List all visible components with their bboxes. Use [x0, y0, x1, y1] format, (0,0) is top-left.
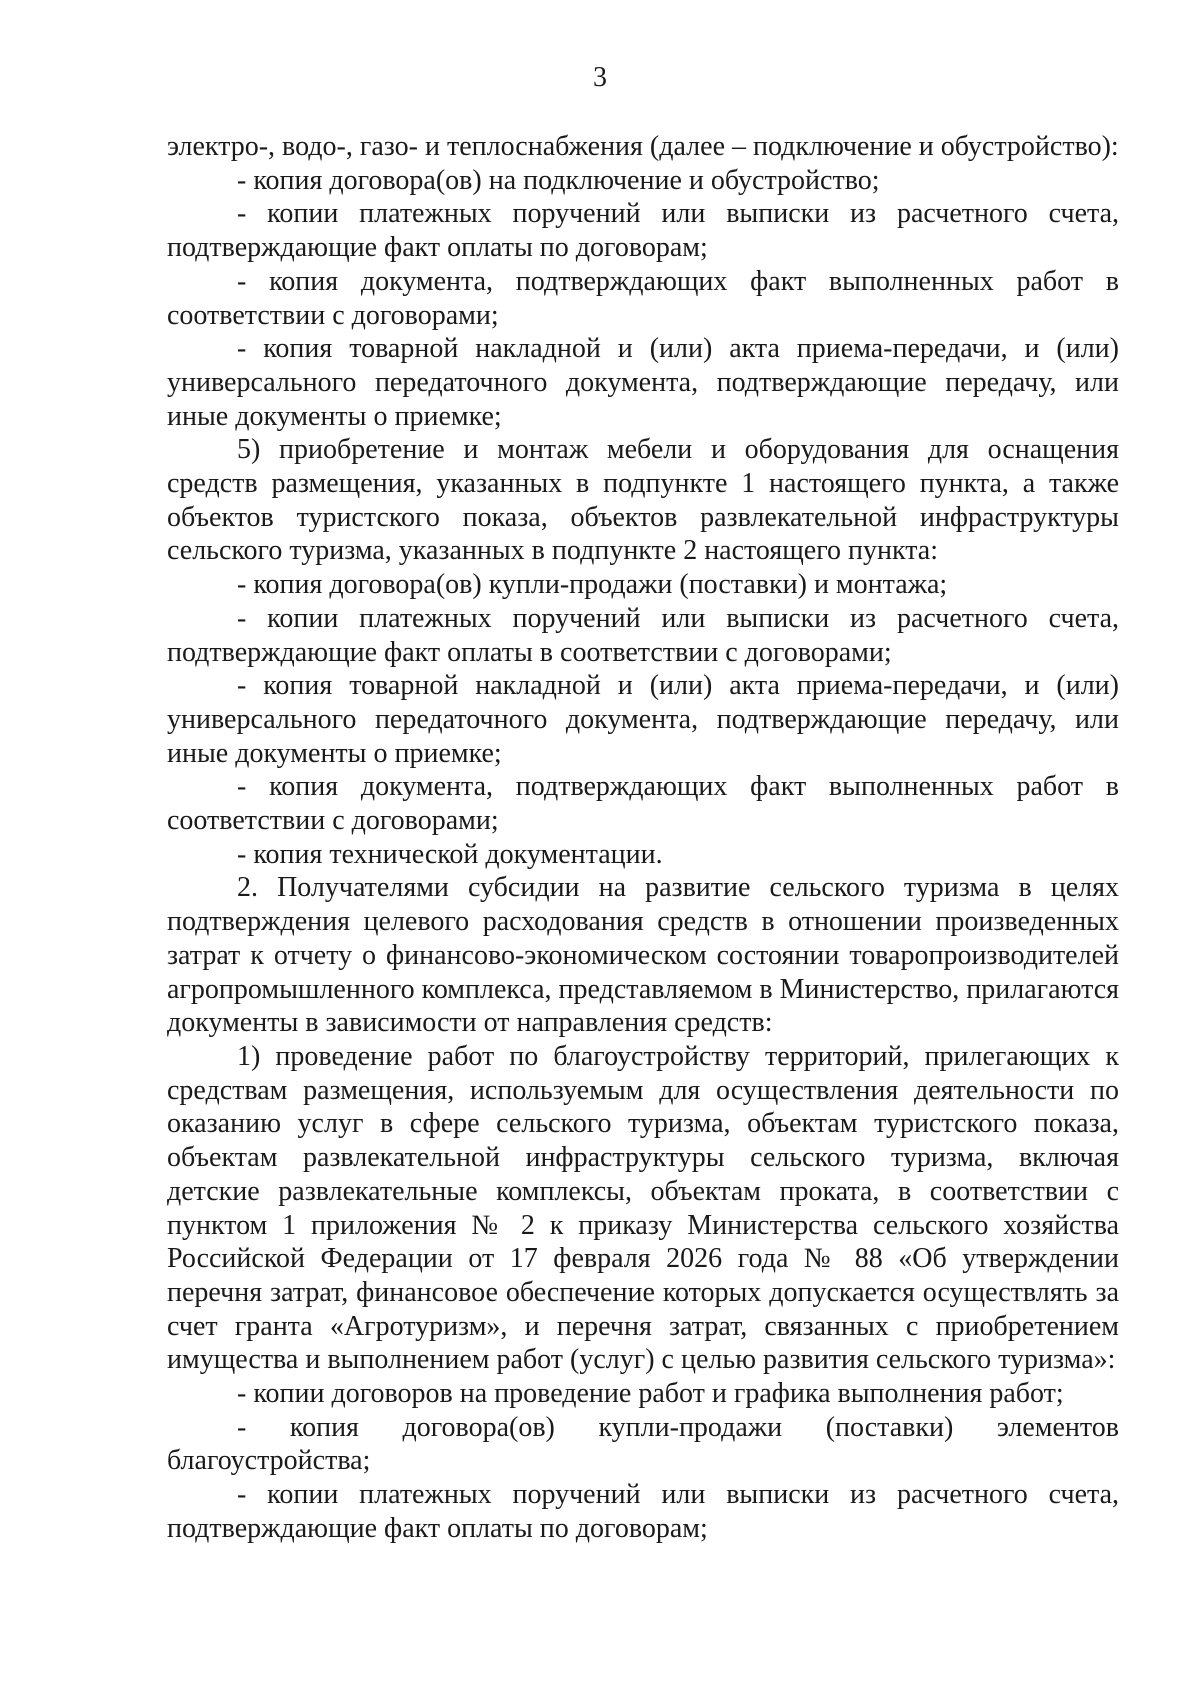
list-item: - копии платежных поручений или выписки из расчетного счета, подтверждающие факт оплаты по договорам; — [167, 198, 1119, 264]
list-item: - копия договора(ов) купли-продажи (поставки) элементов благоустройства; — [167, 1411, 1119, 1477]
list-item: - копия договора(ов) на подключение и обустройство; — [237, 164, 880, 196]
list-item: - копия товарной накладной и (или) акта приема-передачи, и (или) универсального передаточного документа, подтверждающие передачу, или иные документы о приемке; — [167, 670, 1119, 769]
list-item: - копия документа, подтверждающих факт выполненных работ в соответствии с договорами; — [167, 265, 1119, 331]
list-item: - копия документа, подтверждающих факт выполненных работ в соответствии с договорами; — [167, 771, 1119, 837]
document-body — [167, 130, 1119, 1546]
list-item: - копии договоров на проведение работ и графика выполнения работ; — [237, 1378, 1064, 1410]
list-item: - копии платежных поручений или выписки из расчетного счета, подтверждающие факт оплаты по договорам; — [167, 1479, 1119, 1544]
section-2-paragraph: 2. Получателями субсидии на развитие сельского туризма в целях подтверждения целевого расходования средств в отношении произведенных затрат к отчету о финансово-экономическом состоянии товаропроизводителей агропромышленного комплекса, представляемом в Министерство, прилагаются документы в зависимости от направления средств: — [167, 872, 1119, 1039]
paragraph: электро-, водо-, газо- и теплоснабжения (далее – подключение и обустройство): — [167, 131, 1119, 162]
list-item: - копия договора(ов) купли-продажи (поставки) и монтажа; — [237, 569, 948, 601]
list-item: - копия товарной накладной и (или) акта приема-передачи, и (или) универсального передаточного документа, подтверждающие передачу, или иные документы о приемке; — [167, 333, 1119, 432]
subpoint-5: 5) приобретение и монтаж мебели и оборудования для оснащения средств размещения, указанных в подпункте 1 настоящего пункта, а также объектов туристского показа, объектов развлекательной инфраструктуры сельского туризма, указанных в подпункте 2 настоящего пункта: — [167, 434, 1119, 567]
page-number: 3 — [593, 62, 607, 93]
subpoint-1: 1) проведение работ по благоустройству территорий, прилегающих к средствам размещения, используемым для осуществления деятельности по оказанию услуг в сфере сельского туризма, объектам туристского показа, объектам развлекательной инфраструктуры сельского туризма, включая детские развлекательные комплексы, объектам проката, в соответствии с пунктом 1 приложения № 2 к приказу Министерства сельского хозяйства Российской Федерации от 17 февраля 2026 года № 88 «Об утверждении перечня затрат, финансовое обеспечение которых допускается осуществлять за счет гранта «Агротуризм», и перечня затрат, связанных с приобретением имущества и выполнением работ (услуг) с целью развития сельского туризма»: — [167, 1040, 1119, 1376]
list-item: - копия технической документации. — [237, 838, 663, 870]
list-item: - копии платежных поручений или выписки из расчетного счета, подтверждающие факт оплаты в соответствии с договорами; — [167, 602, 1119, 668]
